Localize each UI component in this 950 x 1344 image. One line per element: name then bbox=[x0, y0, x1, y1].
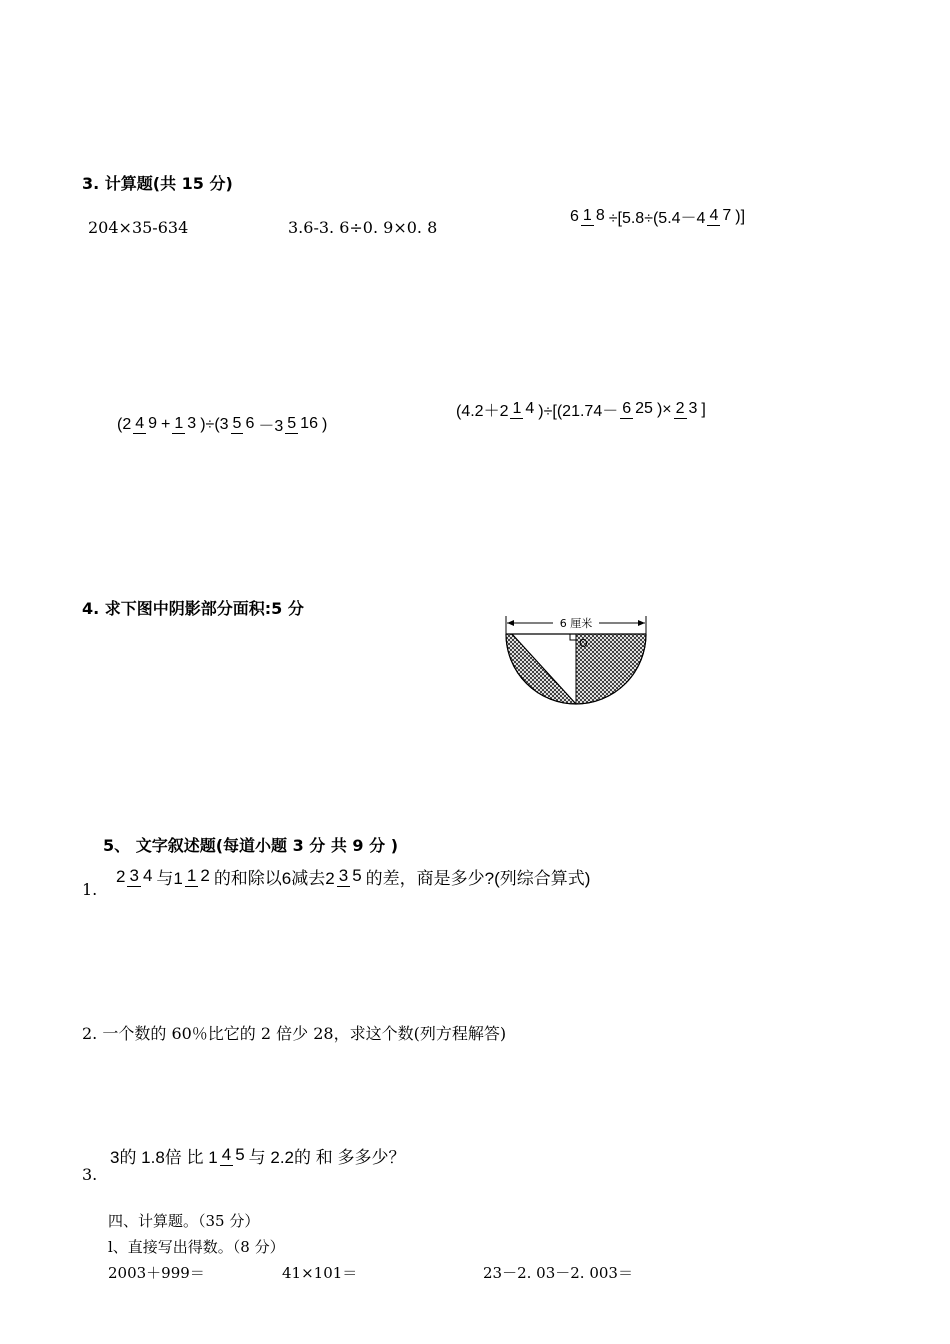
i1-frac-3: 3 5 bbox=[338, 866, 362, 886]
calc-2: 41×101＝ bbox=[282, 1264, 358, 1282]
e5-part-2: )÷[(21.74－ bbox=[538, 403, 619, 420]
i1-whole: 2 bbox=[116, 866, 126, 886]
semicircle-figure bbox=[505, 612, 655, 712]
center-label: O bbox=[579, 637, 588, 650]
e5-frac-3: 2 3 bbox=[674, 400, 700, 420]
i1-text-3: 的差，商是多少?(列综合算式) bbox=[365, 869, 591, 888]
i1-frac-2: 1 2 bbox=[186, 866, 210, 886]
q3-heading: 3. 计算题(共 15 分) bbox=[82, 174, 233, 193]
q5-item-1-number: 1. bbox=[82, 880, 98, 899]
q5-item-3 bbox=[110, 1143, 405, 1168]
e5-part-3: )× bbox=[656, 400, 672, 418]
q3-expr-4 bbox=[117, 413, 327, 436]
e4-part-4: －3 bbox=[258, 418, 284, 435]
section-4-heading: 四、计算题。（35 分） bbox=[108, 1212, 260, 1230]
e5-frac-2: 6 25 bbox=[620, 400, 655, 420]
i3-text-1: 3的 1.8倍 比 1 bbox=[110, 1148, 218, 1167]
e3-frac-2: 4 7 bbox=[707, 207, 733, 227]
e4-frac-2: 1 3 bbox=[172, 415, 198, 435]
e4-frac-1: 4 9 bbox=[133, 415, 159, 435]
e3-mid: ÷[5.8÷(5.4－4 bbox=[608, 210, 706, 227]
shaded-segment bbox=[506, 634, 576, 704]
arrow-right-icon bbox=[638, 620, 645, 626]
e4-part-2: + bbox=[161, 415, 171, 433]
e3-whole: 6 bbox=[570, 207, 579, 225]
e4-part-3: )÷(3 bbox=[200, 415, 229, 433]
q5-item-3-number: 3. bbox=[82, 1165, 98, 1184]
q5-item-2: 2. 一个数的 60％比它的 2 倍少 28，求这个数(列方程解答) bbox=[82, 1024, 507, 1043]
q5-heading: 5、 文字叙述题(每道小题 3 分 共 9 分 ) bbox=[103, 836, 399, 855]
arrow-left-icon bbox=[507, 620, 514, 626]
e3-frac-1: 1 8 bbox=[581, 207, 607, 227]
q3-expr-2: 3.6-3. 6÷0. 9×0. 8 bbox=[288, 218, 438, 237]
i1-frac-1: 3 4 bbox=[129, 866, 153, 886]
q3-expr-5 bbox=[456, 398, 706, 421]
i3-frac-1: 4 5 bbox=[221, 1145, 245, 1165]
calc-1: 2003＋999＝ bbox=[108, 1264, 205, 1282]
q5-item-1 bbox=[116, 864, 590, 889]
dimension-label: 6 厘米 bbox=[559, 617, 593, 630]
right-angle-mark bbox=[570, 634, 576, 640]
i3-text-2: 与 2.2的 和 多多少？ bbox=[248, 1148, 406, 1167]
q3-expr-1: 204×35-634 bbox=[88, 218, 189, 237]
e5-part-1: (4.2＋2 bbox=[456, 403, 509, 420]
e5-part-4: ] bbox=[701, 400, 706, 418]
e4-part-5: ) bbox=[321, 415, 328, 433]
section-4-subheading: l、直接写出得数。（8 分） bbox=[108, 1238, 285, 1256]
e5-frac-1: 1 4 bbox=[510, 400, 536, 420]
calc-3: 23－2. 03－2. 003＝ bbox=[483, 1264, 633, 1282]
q3-expr-3 bbox=[570, 205, 745, 228]
e3-end: )] bbox=[735, 207, 746, 225]
q4-heading: 4. 求下图中阴影部分面积:5 分 bbox=[82, 599, 304, 618]
i1-text-2: 的和除以6减去2 bbox=[213, 869, 335, 888]
e4-frac-3: 5 6 bbox=[231, 415, 257, 435]
i1-text-1: 与1 bbox=[156, 869, 183, 888]
e4-frac-4: 5 16 bbox=[285, 415, 320, 435]
e4-part-1: (2 bbox=[117, 415, 132, 433]
